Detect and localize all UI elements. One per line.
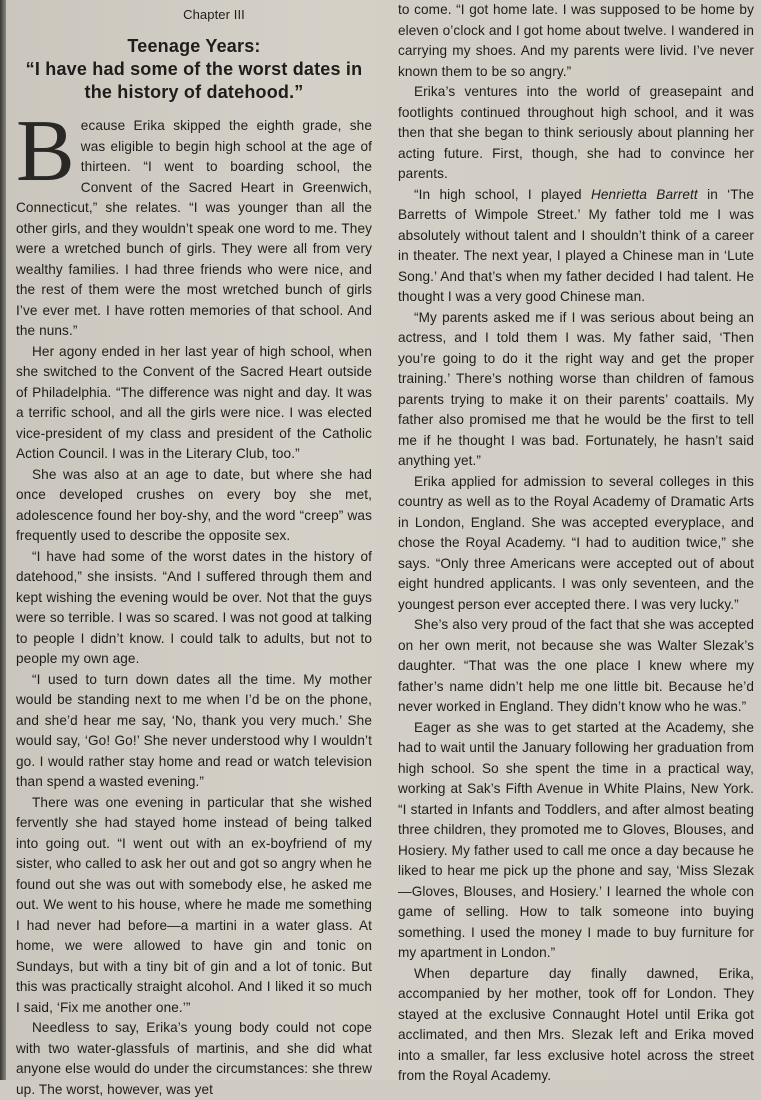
paragraph: She was also at an age to date, but where she had once developed crushes on every boy she met, adolescence found her boy-shy, and the word “creep” was frequently used to describe the opposite sex. [16,466,372,543]
headline-line-1: Teenage Years: [127,36,261,56]
paragraph: “I used to turn down dates all the time. My mother would be standing next to me when I’d be on the phone, and she’d hear me say, ‘No, thank you very much.’ She would say, ‘Go! Go!’ She never understood why I wouldn’t go. I would rather stay home and read or watch television than spend a wasted evening.” [16,671,372,789]
paragraph: Eager as she was to get started at the Academy, she had to wait until the January following her graduation from high school. So she spent the time in a practical way, working at Sak’s Fifth Avenue in White Plains, New York. “I started in Infants and Toddlers, and after almost beating three children, they promoted me to Gloves, Blouses, and Hosiery. My father used to call me once a day because he liked to hear me pick up the phone and say, ‘Miss Slezak—Gloves, Blouses, and Hosiery.’ I learned the whole con game of selling. How to talk someone into buying something. I used the money I made to buy furniture for my apartment in London.” [398,719,754,960]
right-column [398,0,754,1083]
paragraph: Erika applied for admission to several colleges in this country as well as to the Royal Academy of Dramatic Arts in London, England. She was accepted everyplace, and chose the Royal Academy. “I had to audition twice,” she says. “Only three Americans were accepted out of about eight hundred applicants. I was only seventeen, and the youngest person ever accepted there. I was very lucky.” [398,473,754,612]
paragraph: “I have had some of the worst dates in the history of datehood,” she insists. “And I suffered through them and kept wishing the evening would be over. Not that the guys were so terrible. I was so scared. I was not good at talking to people I didn’t know. I could talk to adults, but not to people my own age. [16,548,372,666]
paragraph [16,103,372,342]
paragraph: When departure day finally dawned, Erika, accompanied by her mother, took off for London. They stayed at the exclusive Connaught Hotel until Erika got acclimated, and then Mrs. Slezak left and Erika moved into a smaller, far less exclusive hotel across the street from the Royal Academy. [398,965,754,1083]
paragraph: “My parents asked me if I was serious about being an actress, and I told them I was. My father said, ‘Then you’re going to do it the right way and get the proper training.’ There’s nothing worse than children of famous parents trying to make it on their parents’ coattails. My father also promised me that he would be the first to tell me if he thought I was bad. Fortunately, he hasn’t said anything yet.” [398,309,754,468]
chapter-label: Chapter III [183,7,245,22]
paragraph-text: in ‘The Barretts of Wimpole Street.’ My father told me I was absolutely without talent and I shouldn’t think of a career in theater. The next year, I played a Chinese man in ‘Lute Song.’ And that’s when my father decided I had talent. He thought I was a very good Chinese man. [398,186,754,304]
paragraph: Needless to say, Erika’s young body could not cope with two water-glassfuls of martinis, and she did what anyone else would do under the circumstances: she threw up. The worst, however, was yet [16,1020,372,1097]
chapter-headline [16,35,372,104]
paragraph-text: “In high school, I played [414,186,591,202]
paragraph: Her agony ended in her last year of high school, when she switched to the Convent of the Sacred Heart outside of Philadelphia. “The difference was night and day. It was a terrific school, and all the girls were nice. I was elected vice-president of my class and president of the Catholic Action Council. I was in the Literary Club, too.” [16,343,372,461]
paragraph-continuation: to come. “I got home late. I was supposed to be home by eleven o’clock and I got home about twelve. I wandered in carrying my shoes. And my parents were livid. I’ve never known them to be so angry.” [398,2,754,79]
paragraph: She’s also very proud of the fact that she was accepted on her own merit, not because she was Walter Slezak’s daughter. “That was the one place I knew where my father’s name didn’t help me one little bit. Because he’d never worked in England. They didn’t know who he was.” [398,617,754,714]
paragraph: Erika’s ventures into the world of greasepaint and footlights continued throughout high school, and it was then that she began to think seriously about planning her acting future. First, though, she had to convince her parents. [398,84,754,181]
paragraph: There was one evening in particular that she wished fervently she had stayed home instead of being talked into going out. “I went out with an ex-boyfriend of my sister, who called to ask her out and got so angry when he found out she was out with somebody else, he asked me out. We went to his house, where he made me something I had never had before—a martini in a water glass. At home, we were allowed to have gin and tonic on Sundays, but with a tiny bit of gin and a lot of tonic. But this was practically straight alcohol. And I liked it so much I said, ‘Fix me another one.’” [16,794,372,1015]
role-name: Henrietta Barrett [590,186,698,202]
paragraph [398,185,754,308]
headline-line-2: “I have had some of the worst dates in the history of datehood.” [25,59,363,102]
left-column [16,0,372,1097]
drop-cap: B [16,103,75,200]
paragraph-text: ecause Erika skipped the eighth grade, she was eligible to begin high school at the age of thirteen. “I went to boarding school, the Convent of the Sacred Heart in Greenwich, Connecticut,” she relates. “I was younger than all the other girls, and they wouldn’t speak one word to me. They were a wretched bunch of girls. They were all from very wealthy families. I had three friends who were nice, and the rest of them were the most wretched bunch of girls I’ve ever met. I have rotten memories of that school. And the nuns.” [16,118,372,338]
page-binding-edge [0,0,6,1080]
